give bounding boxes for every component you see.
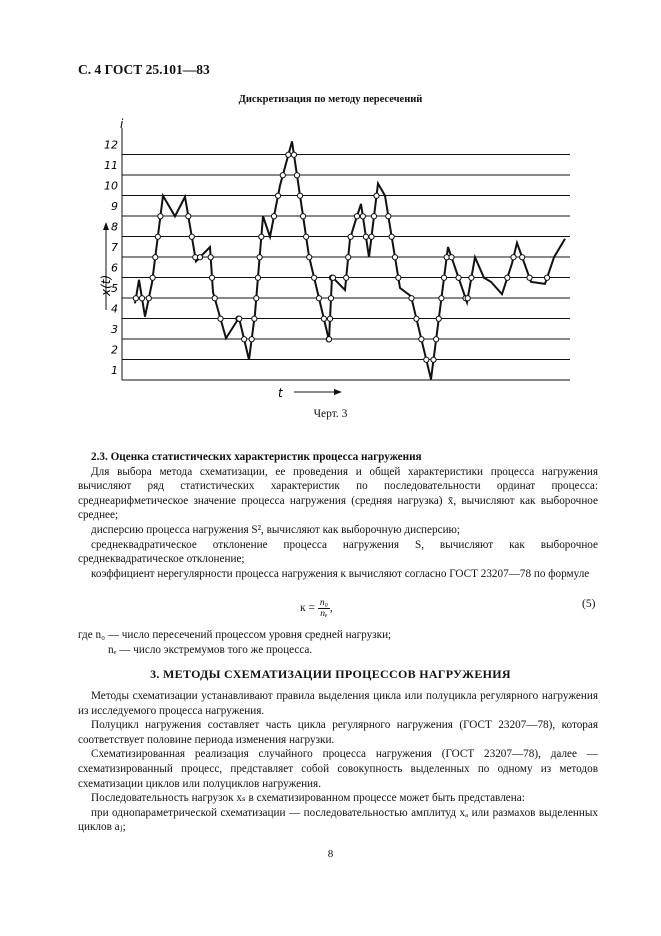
formula-number: (5) (582, 598, 596, 610)
crossing-marker (436, 316, 441, 321)
crossing-marker (328, 296, 333, 301)
crossing-method-chart (80, 110, 580, 402)
level-label-3: 3 (111, 323, 118, 336)
crossing-marker (354, 214, 359, 219)
crossing-marker (419, 337, 424, 342)
crossing-marker (294, 173, 299, 178)
crossing-marker (242, 337, 247, 342)
crossing-marker (321, 316, 326, 321)
level-label-12: 12 (104, 138, 118, 152)
crossing-marker (414, 316, 419, 321)
crossing-marker (307, 255, 312, 260)
section-title: Оценка статистических характеристик процесса нагружения (110, 451, 422, 463)
crossing-marker (439, 296, 444, 301)
crossing-marker (441, 275, 446, 280)
crossing-marker (544, 275, 549, 280)
crossing-marker (212, 296, 217, 301)
crossing-marker (409, 296, 414, 301)
figure-caption: Черт. 3 (313, 408, 348, 420)
crossing-marker (316, 296, 321, 301)
crossing-marker (186, 214, 191, 219)
section-3-p2: Полуцикл нагружения составляет часть цикла регулярного нагружения (ГОСТ 23207—78), которая соответствует половине периода изменения нагрузки. (78, 719, 598, 746)
crossing-marker (346, 255, 351, 260)
formula-end: , (329, 602, 333, 615)
crossing-marker (237, 316, 242, 321)
crossing-marker (197, 255, 202, 260)
section-item-coefficient: коэффициент нерегулярности процесса нагружения к вычисляют согласно ГОСТ 23207—78 по формуле (91, 567, 590, 580)
crossing-marker (465, 296, 470, 301)
formula-legend (78, 628, 598, 657)
crossing-marker (252, 316, 257, 321)
crossing-marker (348, 234, 353, 239)
crossing-marker (330, 275, 335, 280)
level-label-5: 5 (111, 282, 118, 295)
crossing-marker (327, 316, 332, 321)
crossing-marker (286, 152, 291, 157)
crossing-marker (146, 296, 151, 301)
page-number: 8 (327, 848, 334, 860)
crossing-marker (344, 275, 349, 280)
level-axis-label: i (120, 117, 124, 131)
crossing-marker (371, 214, 376, 219)
x-axis-label: t (278, 386, 283, 400)
level-lines (122, 155, 570, 381)
crossing-marker (456, 275, 461, 280)
crossing-marker (209, 275, 214, 280)
crossing-marker (527, 275, 532, 280)
crossing-marker (374, 193, 379, 198)
section-3-p4: Последовательность нагрузок xₛ в схематизированном процессе может быть представлена: (91, 792, 525, 805)
formula (300, 598, 333, 619)
crossing-marker (363, 234, 368, 239)
crossing-marker (386, 214, 391, 219)
crossing-marker (139, 296, 144, 301)
formula-denominator: nₑ (320, 609, 328, 619)
crossing-marker (255, 275, 260, 280)
level-label-11: 11 (104, 159, 118, 172)
crossing-marker (133, 296, 138, 301)
crossing-marker (280, 173, 285, 178)
crossing-marker (158, 214, 163, 219)
formula-lhs: к = (300, 602, 315, 615)
section-3-title: 3. МЕТОДЫ СХЕМАТИЗАЦИИ ПРОЦЕССОВ НАГРУЖЕНИЯ (150, 667, 511, 681)
crossing-marker (300, 214, 305, 219)
y-axis-label: x(t) (99, 274, 113, 296)
crossing-marker (189, 234, 194, 239)
section-number: 2.3. (91, 451, 108, 463)
crossing-marker (434, 337, 439, 342)
level-label-2: 2 (111, 343, 118, 357)
level-label-8: 8 (111, 220, 118, 234)
crossing-marker (218, 316, 223, 321)
level-label-7: 7 (111, 241, 118, 254)
crossing-marker (155, 234, 160, 239)
series-line (135, 141, 565, 379)
crossing-marker (396, 275, 401, 280)
page-header: С. 4 ГОСТ 25.101—83 (78, 62, 210, 77)
level-label-1: 1 (111, 364, 118, 377)
crossing-marker (208, 255, 213, 260)
crossing-marker (505, 275, 510, 280)
crossing-marker (257, 255, 262, 260)
section-2-3 (78, 450, 598, 581)
section-intro: Для выбора метода схематизации, ее проведения и общей характеристики процесса нагружения вычисляют ряд статистических характеристик по последовательности ординат процесса: среднеарифметическое значение процесса нагружения (средняя нагрузка) x̄, вычисляют как выборочное среднее; (78, 465, 598, 522)
chart-title: Дискретизация по методу пересечений (238, 94, 423, 105)
section-3-body (78, 689, 598, 835)
level-label-9: 9 (111, 200, 118, 213)
x-axis-arrow-head (334, 389, 342, 395)
crossing-marker (254, 296, 259, 301)
crossing-marker (431, 357, 436, 362)
crossing-marker (369, 234, 374, 239)
y-axis-arrow-head (103, 222, 109, 230)
section-3-p3: Схематизированная реализация случайного процесса нагружения (ГОСТ 23207—78), далее — схематизированный процесс, представляет собой совокупность выделенных по одному из методов схематизации циклов или полуциклов нагружения. (78, 748, 598, 790)
crossing-marker (291, 152, 296, 157)
crossing-marker (312, 275, 317, 280)
crossing-marker (389, 234, 394, 239)
crossing-marker (326, 337, 331, 342)
level-label-6: 6 (111, 261, 118, 275)
x-axis-label-group (278, 386, 342, 400)
crossing-marker (275, 193, 280, 198)
level-label-4: 4 (111, 302, 118, 316)
legend-ne: nₑ — число экстремумов того же процесса. (108, 643, 313, 656)
formula-fraction (318, 598, 330, 619)
crossing-marker (153, 255, 158, 260)
crossing-marker (520, 255, 525, 260)
level-label-10: 10 (104, 179, 118, 193)
crossing-marker (297, 193, 302, 198)
section-3-p5: при однопараметрической схематизации — последовательностью амплитуд xₐ или размахов выделенных циклов aⱼ; (78, 806, 598, 834)
crossing-marker (304, 234, 309, 239)
crossing-marker (271, 214, 276, 219)
section-item-stddev: среднеквадратическое отклонение процесса нагружения S, вычисляют как выборочное среднеквадратическое отклонение; (78, 538, 598, 566)
section-item-variance: дисперсию процесса нагружения S², вычисляют как выборочную дисперсию; (91, 523, 461, 536)
formula-numerator: n₀ (319, 598, 328, 608)
crossing-marker (424, 357, 429, 362)
crossing-marker (259, 234, 264, 239)
crossing-marker (249, 337, 254, 342)
crossing-marker (360, 214, 365, 219)
crossing-marker (469, 275, 474, 280)
legend-n0: где n₀ — число пересечений процессом уровня средней нагрузки; (78, 629, 392, 641)
crossing-marker (150, 275, 155, 280)
crossing-marker (511, 255, 516, 260)
section-3-p1: Методы схематизации устанавливают правила выделения цикла или полуцикла регулярного нагружения из исследуемого процесса нагружения. (78, 690, 598, 717)
crossing-marker (392, 255, 397, 260)
crossing-marker (449, 255, 454, 260)
